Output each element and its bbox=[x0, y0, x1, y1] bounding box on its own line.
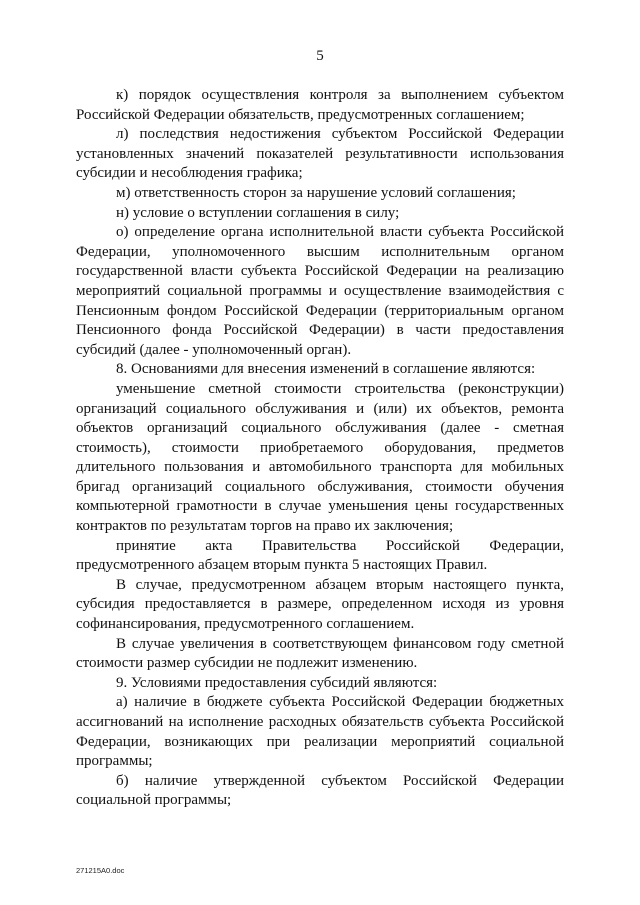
file-name-footer: 271215A0.doc bbox=[76, 866, 125, 875]
paragraph-m-responsibility: м) ответственность сторон за нарушение условий соглашения; bbox=[116, 184, 516, 201]
paragraph-9b-program: б) наличие утвержденной субъектом Российской Федерации социальной программы; bbox=[76, 772, 564, 809]
page-number: 5 bbox=[316, 48, 324, 64]
document-body bbox=[76, 86, 564, 811]
paragraph-o-authorized-body: о) определение органа исполнительной власти субъекта Российской Федерации, уполномоченного высшим исполнительным органом государственной власти субъекта Российской Федерации на реализацию мероприятий социальной программы и осуществление взаимодействия с Пенсионным фондом Российской Федерации (территориальным органом Пенсионного фонда Российской Федерации) в части предоставления субсидий (далее - уполномоченный орган). bbox=[76, 224, 564, 358]
paragraph-9a-budget: а) наличие в бюджете субъекта Российской Федерации бюджетных ассигнований на исполнение расходных обязательств субъекта Российской Федерации, возникающих при реализации мероприятий социальной программы; bbox=[76, 694, 564, 770]
paragraph-8-subsidy-amount: В случае, предусмотренном абзацем вторым настоящего пункта, субсидия предоставляется в размере, определенном исходя из уровня софинансирования, предусмотренного соглашением. bbox=[76, 576, 564, 633]
paragraph-8-cost-reduction: уменьшение сметной стоимости строительства (реконструкции) организаций социального обслуживания и (или) их объектов, ремонта объектов организаций социального обслуживания (далее - сметная стоимость), стоимости приобретаемого оборудования, предметов длительного пользования и автомобильного транспорта для мобильных бригад организаций социального обслуживания, стоимости обучения компьютерной грамотности в случае уменьшения цены государственных контрактов по результатам торгов на право их заключения; bbox=[76, 380, 564, 535]
paragraph-l-consequences: л) последствия недостижения субъектом Российской Федерации установленных значений показателей результативности использования субсидии и несоблюдения графика; bbox=[76, 126, 564, 182]
paragraph-n-entry-into-force: н) условие о вступлении соглашения в силу; bbox=[116, 204, 400, 221]
paragraph-k-control: к) порядок осуществления контроля за выполнением субъектом Российской Федерации обязательств, предусмотренных соглашением; bbox=[76, 87, 564, 123]
paragraph-8-grounds: 8. Основаниями для внесения изменений в соглашение являются: bbox=[116, 361, 536, 378]
paragraph-8-government-act: принятие акта Правительства Российской Федерации, предусмотренного абзацем вторым пункта 5 настоящих Правил. bbox=[76, 537, 564, 574]
paragraph-8-cost-increase: В случае увеличения в соответствующем финансовом году сметной стоимости размер субсидии не подлежит изменению. bbox=[76, 635, 564, 672]
paragraph-9-conditions: 9. Условиями предоставления субсидий являются: bbox=[116, 674, 438, 691]
